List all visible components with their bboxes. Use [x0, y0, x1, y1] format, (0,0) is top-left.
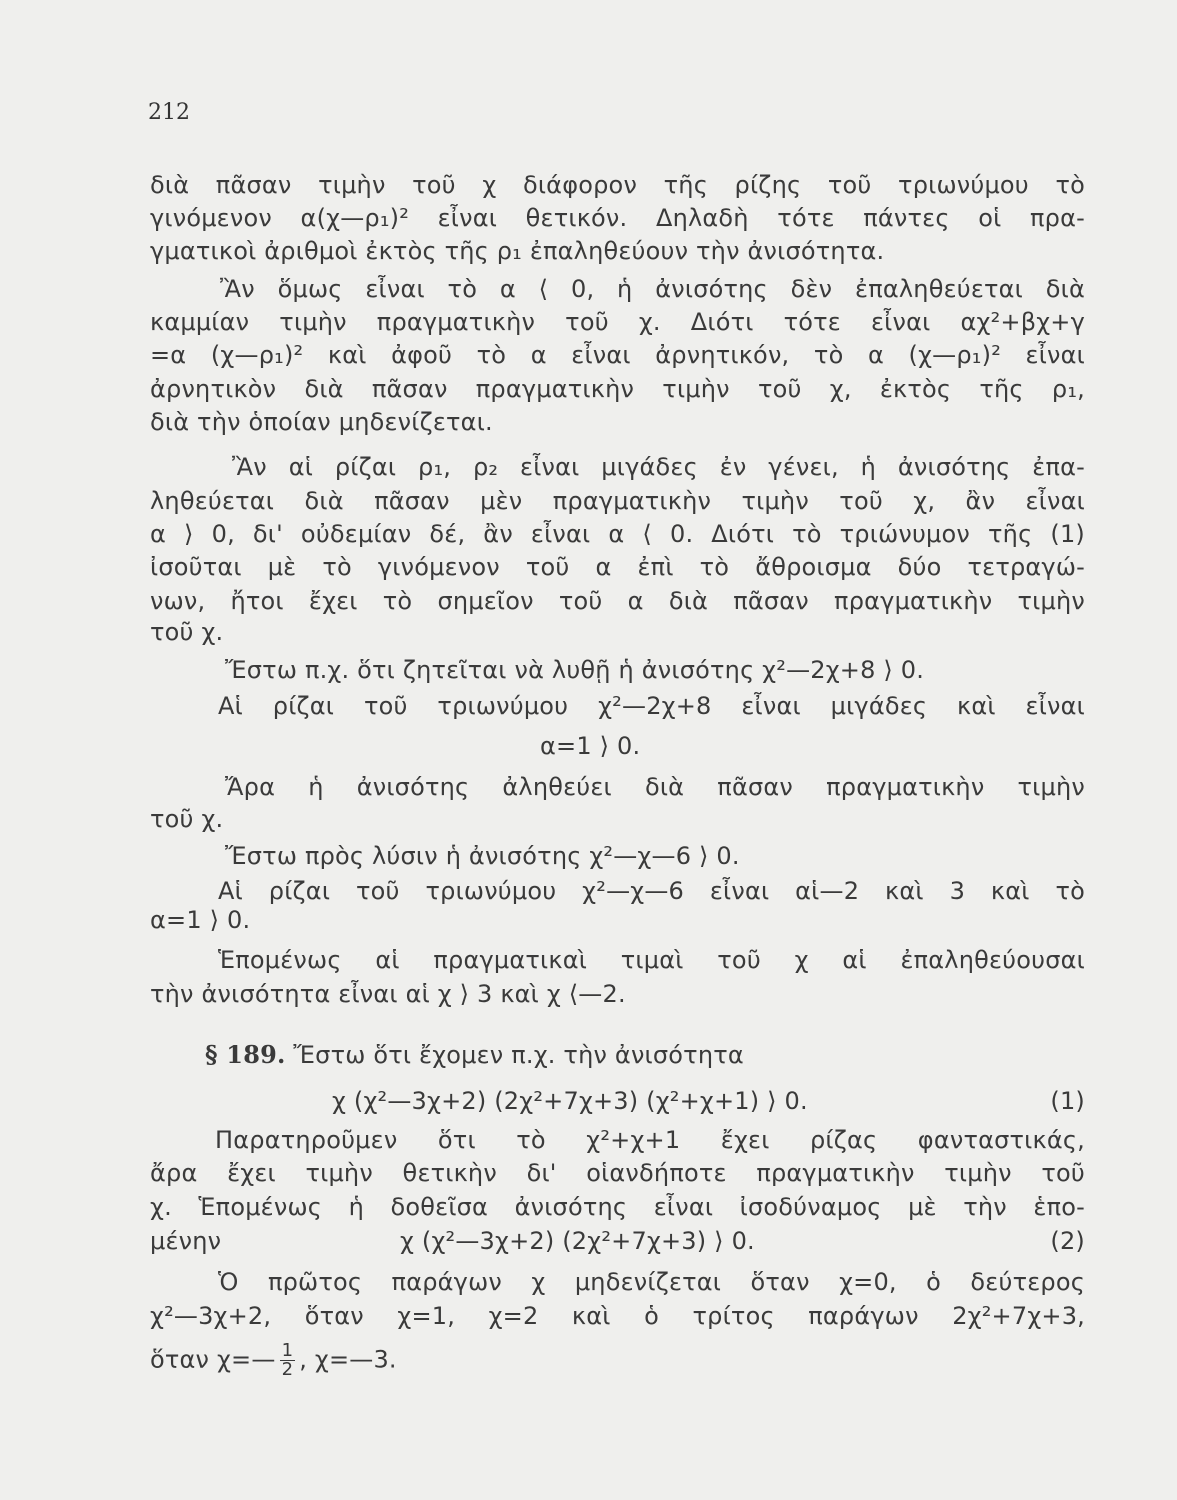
equation-2: χ (χ²—3χ+2) (2χ²+7χ+3) ⟩ 0. [400, 1227, 755, 1255]
equation-2-row [150, 1226, 1085, 1256]
text-line: διὰ τὴν ὁποίαν μηδενίζεται. [150, 408, 493, 436]
text-line: =α (χ—ρ₁)² καὶ ἀφοῦ τὸ α εἶναι ἀρνητικόν, τὸ α (χ—ρ₁)² εἶναι [150, 341, 1085, 369]
fraction-numerator: 1 [281, 1340, 294, 1361]
text-line: Αἱ ρίζαι τοῦ τριωνύμου χ²—χ—6 εἶναι αἱ—2 καὶ 3 καὶ τὸ [218, 877, 1085, 905]
text-line: ἄρα ἔχει τιμὴν θετικὴν δι' οἱανδήποτε πραγματικὴν τιμὴν τοῦ [150, 1159, 1085, 1187]
text-line: καμμίαν τιμὴν πραγματικὴν τοῦ χ. Διότι τότε εἶναι αχ²+βχ+γ [150, 308, 1085, 336]
text-line: Ἂν αἱ ρίζαι ρ₁, ρ₂ εἶναι μιγάδες ἐν γένει, ἡ ἀνισότης ἐπα- [232, 453, 1085, 481]
fraction-one-half [280, 1342, 296, 1379]
section-intro: Ἔστω ὅτι ἔχομεν π.χ. τὴν ἀνισότητα [293, 1041, 744, 1069]
section-number: § 189. [205, 1040, 286, 1069]
equation-2-number: (2) [1050, 1227, 1085, 1255]
last-line-a: ὅταν χ=— [150, 1345, 276, 1374]
page-number: 212 [148, 100, 190, 125]
text-line: χ. Ἑπομένως ἡ δοθεῖσα ἀνισότης εἶναι ἰσοδύναμος μὲ τὴν ἑπο- [150, 1193, 1085, 1221]
text-line: τοῦ χ. [150, 805, 224, 833]
text-line: Παρατηροῦμεν ὅτι τὸ χ²+χ+1 ἔχει ρίζας φανταστικάς, [215, 1126, 1085, 1154]
text-line: ἀρνητικὸν διὰ πᾶσαν πραγματικὴν τιμὴν τοῦ χ, ἐκτὸς τῆς ρ₁, [150, 375, 1085, 403]
text-line: Ἔστω π.χ. ὅτι ζητεῖται νὰ λυθῇ ἡ ἀνισότης χ²—2χ+8 ⟩ 0. [225, 656, 925, 684]
text-line: α ⟩ 0, δι' οὐδεμίαν δέ, ἂν εἶναι α ⟨ 0. Διότι τὸ τριώνυμον τῆς (1) [150, 520, 1085, 548]
last-line [150, 1342, 1085, 1379]
text-line: γινόμενον α(χ—ρ₁)² εἶναι θετικόν. Δηλαδὴ τότε πάντες οἱ πρα- [150, 204, 1085, 232]
text-line: Αἱ ρίζαι τοῦ τριωνύμου χ²—2χ+8 εἶναι μιγάδες καὶ εἶναι [218, 692, 1085, 720]
equation-2-lead: μένην [150, 1227, 222, 1255]
section-heading [205, 1040, 1085, 1070]
text-line: Ἄρα ἡ ἀνισότης ἀληθεύει διὰ πᾶσαν πραγματικὴν τιμὴν [225, 773, 1085, 801]
equation-1: χ (χ²—3χ+2) (2χ²+7χ+3) (χ²+χ+1) ⟩ 0. [332, 1087, 808, 1115]
text-line: α=1 ⟩ 0. [150, 906, 251, 934]
text-line: τὴν ἀνισότητα εἶναι αἱ χ ⟩ 3 καὶ χ ⟨—2. [150, 980, 626, 1008]
fraction-denominator: 2 [281, 1359, 294, 1380]
text-line: Ἔστω πρὸς λύσιν ἡ ἀνισότης χ²—χ—6 ⟩ 0. [225, 842, 740, 870]
text-line: νων, ἤτοι ἔχει τὸ σημεῖον τοῦ α διὰ πᾶσαν πραγματικὴν τιμὴν [150, 587, 1085, 615]
text-line: διὰ πᾶσαν τιμὴν τοῦ χ διάφορον τῆς ρίζης τοῦ τριωνύμου τὸ [150, 171, 1085, 199]
text-line: Ἑπομένως αἱ πραγματικαὶ τιμαὶ τοῦ χ αἱ ἐπαληθεύουσαι [218, 946, 1085, 974]
text-line: τοῦ χ. [150, 618, 224, 646]
text-line: Ὁ πρῶτος παράγων χ μηδενίζεται ὅταν χ=0, ὁ δεύτερος [218, 1268, 1085, 1296]
equation-1-number: (1) [1050, 1087, 1085, 1115]
text-line: α=1 ⟩ 0. [540, 732, 641, 760]
text-line: Ἂν ὅμως εἶναι τὸ α ⟨ 0, ἡ ἀνισότης δὲν ἐπαληθεύεται διὰ [220, 275, 1085, 303]
text-line: ληθεύεται διὰ πᾶσαν μὲν πραγματικὴν τιμὴν τοῦ χ, ἂν εἶναι [150, 487, 1085, 515]
last-line-b: , χ=—3. [299, 1345, 397, 1374]
text-line: χ²—3χ+2, ὅταν χ=1, χ=2 καὶ ὁ τρίτος παράγων 2χ²+7χ+3, [150, 1302, 1085, 1330]
text-line: γματικοὶ ἀριθμοὶ ἐκτὸς τῆς ρ₁ ἐπαληθεύουν τὴν ἀνισότητα. [150, 237, 885, 265]
text-line: ἰσοῦται μὲ τὸ γινόμενον τοῦ α ἐπὶ τὸ ἄθροισμα δύο τετραγώ- [150, 553, 1085, 581]
